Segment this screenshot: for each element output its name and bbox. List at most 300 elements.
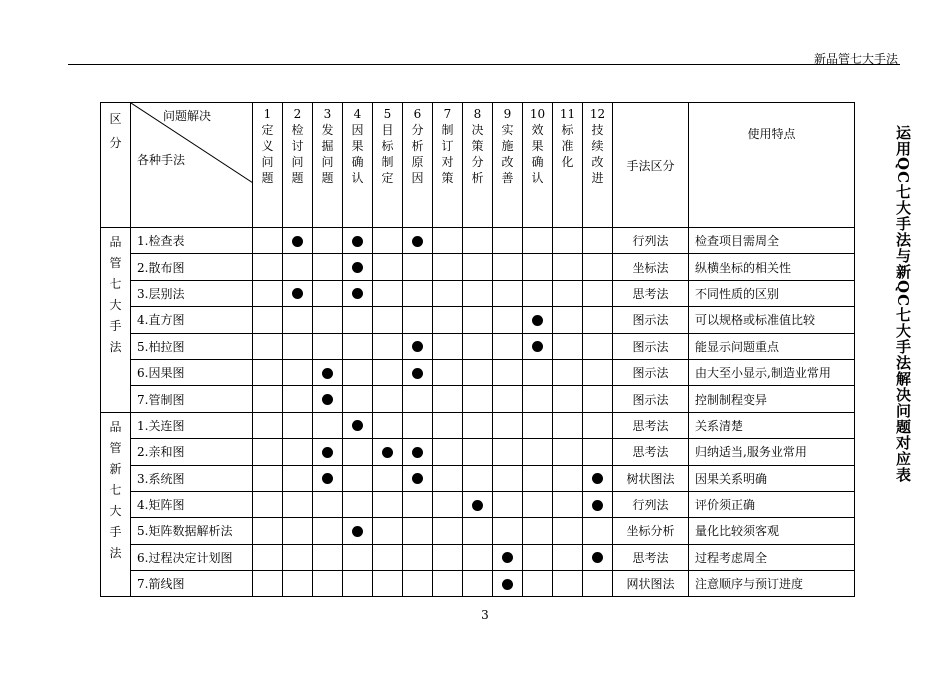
section-header-cell xyxy=(101,103,131,228)
mark-cell xyxy=(493,439,523,465)
table-row xyxy=(101,544,855,570)
group-label-char: 法 xyxy=(109,545,122,560)
method-category: 坐标法 xyxy=(613,254,689,280)
mark-cell xyxy=(463,386,493,412)
mark-cell xyxy=(583,228,613,254)
mark-cell xyxy=(253,333,283,359)
problem-label-char: 因 xyxy=(351,123,364,137)
problem-label-char: 标 xyxy=(381,139,394,153)
problem-header-2 xyxy=(283,103,313,228)
problem-label-char: 决 xyxy=(471,123,484,137)
mark-cell xyxy=(493,228,523,254)
mark-cell xyxy=(553,571,583,597)
group-label-cell xyxy=(101,412,131,597)
mark-cell xyxy=(523,412,553,438)
problem-label-char: 果 xyxy=(531,139,544,153)
mark-cell xyxy=(553,518,583,544)
mark-cell xyxy=(343,491,373,517)
mark-cell xyxy=(463,465,493,491)
group-label-char: 品 xyxy=(109,419,122,434)
group-label-char: 手 xyxy=(109,319,122,333)
applicable-dot-icon xyxy=(412,447,423,458)
mark-cell xyxy=(493,491,523,517)
mark-cell xyxy=(343,412,373,438)
applicable-dot-icon xyxy=(592,473,603,484)
mark-cell xyxy=(493,518,523,544)
mark-cell xyxy=(253,307,283,333)
method-name: 3.系统图 xyxy=(131,465,253,491)
applicable-dot-icon xyxy=(352,236,363,247)
method-feature: 可以规格或标准值比较 xyxy=(689,307,855,333)
table-row xyxy=(101,518,855,544)
method-feature: 控制制程变异 xyxy=(689,386,855,412)
mark-cell xyxy=(493,465,523,491)
table-row xyxy=(101,228,855,254)
mark-cell xyxy=(253,412,283,438)
mark-cell xyxy=(403,386,433,412)
mark-cell xyxy=(523,518,553,544)
mark-cell xyxy=(433,439,463,465)
applicable-dot-icon xyxy=(532,341,543,352)
mark-cell xyxy=(283,254,313,280)
mark-cell xyxy=(283,386,313,412)
method-feature: 量化比较须客观 xyxy=(689,518,855,544)
problem-label-char: 定 xyxy=(261,123,274,137)
mark-cell xyxy=(463,307,493,333)
applicable-dot-icon xyxy=(352,288,363,299)
method-feature: 检查项目需周全 xyxy=(689,228,855,254)
applicable-dot-icon xyxy=(352,526,363,537)
problem-label-char: 施 xyxy=(501,139,514,153)
problem-header-8 xyxy=(463,103,493,228)
mark-cell xyxy=(493,280,523,306)
mark-cell xyxy=(313,439,343,465)
mark-cell xyxy=(253,518,283,544)
mark-cell xyxy=(433,386,463,412)
problem-label-char: 认 xyxy=(351,171,364,185)
mark-cell xyxy=(463,280,493,306)
mark-cell xyxy=(313,254,343,280)
mark-cell xyxy=(553,439,583,465)
problem-label-char: 化 xyxy=(561,155,574,169)
problem-label-char: 分 xyxy=(471,155,484,169)
mark-cell xyxy=(583,307,613,333)
group-label-char: 法 xyxy=(109,340,122,354)
mark-cell xyxy=(373,412,403,438)
problem-label-char: 因 xyxy=(411,171,424,185)
problem-label-char: 析 xyxy=(411,139,424,153)
problem-number: 10 xyxy=(529,107,546,121)
mark-cell xyxy=(553,307,583,333)
mark-cell xyxy=(433,518,463,544)
mark-cell xyxy=(493,359,523,385)
mark-cell xyxy=(283,465,313,491)
mark-cell xyxy=(253,359,283,385)
mark-cell xyxy=(343,439,373,465)
method-feature: 过程考虑周全 xyxy=(689,544,855,570)
mark-cell xyxy=(523,465,553,491)
mark-cell xyxy=(493,386,523,412)
method-category: 图示法 xyxy=(613,359,689,385)
mark-cell xyxy=(583,412,613,438)
mark-cell xyxy=(313,386,343,412)
problem-header-1 xyxy=(253,103,283,228)
mark-cell xyxy=(373,307,403,333)
method-name: 2.亲和图 xyxy=(131,439,253,465)
applicable-dot-icon xyxy=(532,315,543,326)
header-rule xyxy=(68,64,900,65)
method-category: 思考法 xyxy=(613,544,689,570)
problem-label-char: 确 xyxy=(531,155,544,169)
mark-cell xyxy=(373,386,403,412)
mark-cell xyxy=(283,333,313,359)
mark-cell xyxy=(523,386,553,412)
section-label-char: 区 xyxy=(109,112,122,126)
table-row xyxy=(101,465,855,491)
problem-label-char: 续 xyxy=(591,139,604,153)
method-name: 6.因果图 xyxy=(131,359,253,385)
table-row xyxy=(101,333,855,359)
mark-cell xyxy=(283,491,313,517)
section-label-char: 分 xyxy=(109,136,122,150)
group-label-char: 七 xyxy=(109,482,122,497)
method-name: 1.关连图 xyxy=(131,412,253,438)
problem-header-7 xyxy=(433,103,463,228)
group-label-char: 品 xyxy=(109,235,122,249)
mark-cell xyxy=(553,386,583,412)
method-name: 5.柏拉图 xyxy=(131,333,253,359)
diagonal-header-cell xyxy=(131,103,253,228)
mark-cell xyxy=(463,491,493,517)
mark-cell xyxy=(343,228,373,254)
method-feature: 纵横坐标的相关性 xyxy=(689,254,855,280)
applicable-dot-icon xyxy=(292,288,303,299)
mark-cell xyxy=(253,228,283,254)
mark-cell xyxy=(373,254,403,280)
problem-label-char: 改 xyxy=(591,155,604,169)
problem-number: 5 xyxy=(383,107,392,121)
mark-cell xyxy=(373,359,403,385)
mark-cell xyxy=(283,359,313,385)
qc-methods-table xyxy=(100,102,855,597)
mark-cell xyxy=(343,280,373,306)
problem-label-char: 认 xyxy=(531,171,544,185)
mark-cell xyxy=(583,465,613,491)
mark-cell xyxy=(523,307,553,333)
group-label-char: 管 xyxy=(109,440,122,455)
mark-cell xyxy=(433,280,463,306)
mark-cell xyxy=(433,333,463,359)
mark-cell xyxy=(373,228,403,254)
mark-cell xyxy=(403,254,433,280)
method-name: 2.散布图 xyxy=(131,254,253,280)
table-row xyxy=(101,307,855,333)
mark-cell xyxy=(373,465,403,491)
problem-header-6 xyxy=(403,103,433,228)
mark-cell xyxy=(493,412,523,438)
applicable-dot-icon xyxy=(382,447,393,458)
mark-cell xyxy=(463,518,493,544)
problem-number: 12 xyxy=(589,107,606,121)
problem-number: 3 xyxy=(323,107,332,121)
method-category: 思考法 xyxy=(613,280,689,306)
mark-cell xyxy=(283,280,313,306)
mark-cell xyxy=(583,439,613,465)
problem-label-char: 检 xyxy=(291,123,304,137)
feature-header: 使用特点 xyxy=(689,103,855,228)
method-category: 思考法 xyxy=(613,412,689,438)
table-header-row xyxy=(101,103,855,228)
group-label-char: 手 xyxy=(109,524,122,539)
table-row xyxy=(101,386,855,412)
problem-label-char: 题 xyxy=(321,171,334,185)
method-feature: 关系清楚 xyxy=(689,412,855,438)
problem-header-9 xyxy=(493,103,523,228)
mark-cell xyxy=(253,571,283,597)
problem-number: 7 xyxy=(443,107,452,121)
mark-cell xyxy=(583,544,613,570)
problem-header-4 xyxy=(343,103,373,228)
method-category: 树状图法 xyxy=(613,465,689,491)
table-row xyxy=(101,412,855,438)
problem-label-char: 分 xyxy=(411,123,424,137)
method-feature: 注意顺序与预订进度 xyxy=(689,571,855,597)
mark-cell xyxy=(313,465,343,491)
side-title: 运用QC七大手法与新QC七大手法解决问题对应表 xyxy=(894,125,912,484)
table-row xyxy=(101,439,855,465)
applicable-dot-icon xyxy=(352,262,363,273)
applicable-dot-icon xyxy=(592,552,603,563)
problem-label-char: 实 xyxy=(501,123,514,137)
group-label-char: 七 xyxy=(109,277,122,291)
problem-header-10 xyxy=(523,103,553,228)
problem-label-char: 问 xyxy=(261,155,274,169)
corner-top-label: 问题解决 xyxy=(163,109,212,123)
mark-cell xyxy=(313,359,343,385)
mark-cell xyxy=(283,307,313,333)
table-row xyxy=(101,254,855,280)
mark-cell xyxy=(283,518,313,544)
applicable-dot-icon xyxy=(322,447,333,458)
mark-cell xyxy=(583,571,613,597)
applicable-dot-icon xyxy=(292,236,303,247)
mark-cell xyxy=(343,254,373,280)
mark-cell xyxy=(373,333,403,359)
mark-cell xyxy=(373,491,403,517)
method-category: 思考法 xyxy=(613,439,689,465)
problem-label-char: 策 xyxy=(441,171,454,185)
mark-cell xyxy=(583,386,613,412)
problem-number: 9 xyxy=(503,107,512,121)
problem-label-char: 制 xyxy=(441,123,454,137)
problem-header-5 xyxy=(373,103,403,228)
problem-label-char: 发 xyxy=(321,123,334,137)
applicable-dot-icon xyxy=(592,500,603,511)
method-name: 1.检查表 xyxy=(131,228,253,254)
applicable-dot-icon xyxy=(322,368,333,379)
problem-number: 1 xyxy=(263,107,272,121)
mark-cell xyxy=(403,544,433,570)
mark-cell xyxy=(523,228,553,254)
mark-cell xyxy=(463,571,493,597)
applicable-dot-icon xyxy=(352,420,363,431)
method-name: 3.层别法 xyxy=(131,280,253,306)
mark-cell xyxy=(283,544,313,570)
mark-cell xyxy=(403,280,433,306)
mark-cell xyxy=(253,465,283,491)
problem-label-char: 题 xyxy=(291,171,304,185)
applicable-dot-icon xyxy=(502,552,513,563)
applicable-dot-icon xyxy=(472,500,483,511)
method-category: 行列法 xyxy=(613,228,689,254)
problem-label-char: 制 xyxy=(381,155,394,169)
mark-cell xyxy=(313,491,343,517)
problem-label-char: 掘 xyxy=(321,139,334,153)
mark-cell xyxy=(283,439,313,465)
mark-cell xyxy=(283,412,313,438)
mark-cell xyxy=(523,333,553,359)
mark-cell xyxy=(313,228,343,254)
problem-label-char: 义 xyxy=(261,139,274,153)
mark-cell xyxy=(373,518,403,544)
mark-cell xyxy=(523,254,553,280)
mark-cell xyxy=(403,412,433,438)
category-header: 手法区分 xyxy=(613,103,689,228)
mark-cell xyxy=(343,307,373,333)
mark-cell xyxy=(463,228,493,254)
mark-cell xyxy=(403,439,433,465)
method-category: 行列法 xyxy=(613,491,689,517)
mark-cell xyxy=(313,333,343,359)
table-row xyxy=(101,491,855,517)
group-label-char: 大 xyxy=(109,298,122,312)
method-feature: 评价须正确 xyxy=(689,491,855,517)
mark-cell xyxy=(553,333,583,359)
problem-label-char: 问 xyxy=(321,155,334,169)
mark-cell xyxy=(523,491,553,517)
problem-label-char: 讨 xyxy=(291,139,304,153)
problem-number: 8 xyxy=(473,107,482,121)
method-name: 4.直方图 xyxy=(131,307,253,333)
problem-label-char: 准 xyxy=(561,139,574,153)
method-category: 坐标分析 xyxy=(613,518,689,544)
mark-cell xyxy=(493,544,523,570)
mark-cell xyxy=(313,412,343,438)
problem-label-char: 析 xyxy=(471,171,484,185)
mark-cell xyxy=(403,307,433,333)
problem-label-char: 问 xyxy=(291,155,304,169)
mark-cell xyxy=(433,465,463,491)
method-category: 图示法 xyxy=(613,386,689,412)
problem-label-char: 效 xyxy=(531,123,544,137)
mark-cell xyxy=(403,571,433,597)
mark-cell xyxy=(403,333,433,359)
problem-label-char: 订 xyxy=(441,139,454,153)
method-feature: 不同性质的区别 xyxy=(689,280,855,306)
mark-cell xyxy=(343,518,373,544)
mark-cell xyxy=(283,228,313,254)
mark-cell xyxy=(433,359,463,385)
mark-cell xyxy=(493,254,523,280)
mark-cell xyxy=(313,518,343,544)
mark-cell xyxy=(493,333,523,359)
method-name: 5.矩阵数据解析法 xyxy=(131,518,253,544)
method-name: 7.箭线图 xyxy=(131,571,253,597)
problem-label-char: 改 xyxy=(501,155,514,169)
mark-cell xyxy=(553,491,583,517)
mark-cell xyxy=(433,412,463,438)
applicable-dot-icon xyxy=(502,579,513,590)
mark-cell xyxy=(343,386,373,412)
table-row xyxy=(101,571,855,597)
mark-cell xyxy=(343,359,373,385)
mark-cell xyxy=(253,491,283,517)
problem-header-11 xyxy=(553,103,583,228)
problem-label-char: 标 xyxy=(561,123,574,137)
mark-cell xyxy=(433,228,463,254)
mark-cell xyxy=(433,571,463,597)
applicable-dot-icon xyxy=(322,394,333,405)
problem-header-12 xyxy=(583,103,613,228)
method-name: 7.管制图 xyxy=(131,386,253,412)
applicable-dot-icon xyxy=(412,341,423,352)
mark-cell xyxy=(493,307,523,333)
corner-bottom-label: 各种手法 xyxy=(137,153,186,167)
mark-cell xyxy=(493,571,523,597)
mark-cell xyxy=(433,544,463,570)
mark-cell xyxy=(523,280,553,306)
problem-header-3 xyxy=(313,103,343,228)
page-number: 3 xyxy=(481,608,489,622)
mark-cell xyxy=(433,491,463,517)
mark-cell xyxy=(583,359,613,385)
mark-cell xyxy=(523,359,553,385)
applicable-dot-icon xyxy=(322,473,333,484)
mark-cell xyxy=(463,359,493,385)
group-label-char: 大 xyxy=(109,503,122,518)
method-name: 6.过程决定计划图 xyxy=(131,544,253,570)
problem-label-char: 果 xyxy=(351,139,364,153)
problem-label-char: 策 xyxy=(471,139,484,153)
mark-cell xyxy=(313,280,343,306)
mark-cell xyxy=(253,544,283,570)
mark-cell xyxy=(433,307,463,333)
mark-cell xyxy=(463,254,493,280)
mark-cell xyxy=(403,359,433,385)
mark-cell xyxy=(583,491,613,517)
mark-cell xyxy=(583,518,613,544)
group-label-char: 新 xyxy=(109,461,122,476)
mark-cell xyxy=(253,439,283,465)
problem-label-char: 目 xyxy=(381,123,394,137)
mark-cell xyxy=(343,571,373,597)
applicable-dot-icon xyxy=(412,473,423,484)
method-category: 网状图法 xyxy=(613,571,689,597)
mark-cell xyxy=(283,571,313,597)
problem-number: 2 xyxy=(293,107,302,121)
applicable-dot-icon xyxy=(412,236,423,247)
mark-cell xyxy=(553,359,583,385)
method-feature: 由大至小显示,制造业常用 xyxy=(689,359,855,385)
mark-cell xyxy=(403,518,433,544)
method-category: 图示法 xyxy=(613,333,689,359)
problem-label-char: 进 xyxy=(591,171,604,185)
problem-label-char: 原 xyxy=(411,155,424,169)
mark-cell xyxy=(553,280,583,306)
mark-cell xyxy=(373,571,403,597)
mark-cell xyxy=(373,544,403,570)
mark-cell xyxy=(343,333,373,359)
